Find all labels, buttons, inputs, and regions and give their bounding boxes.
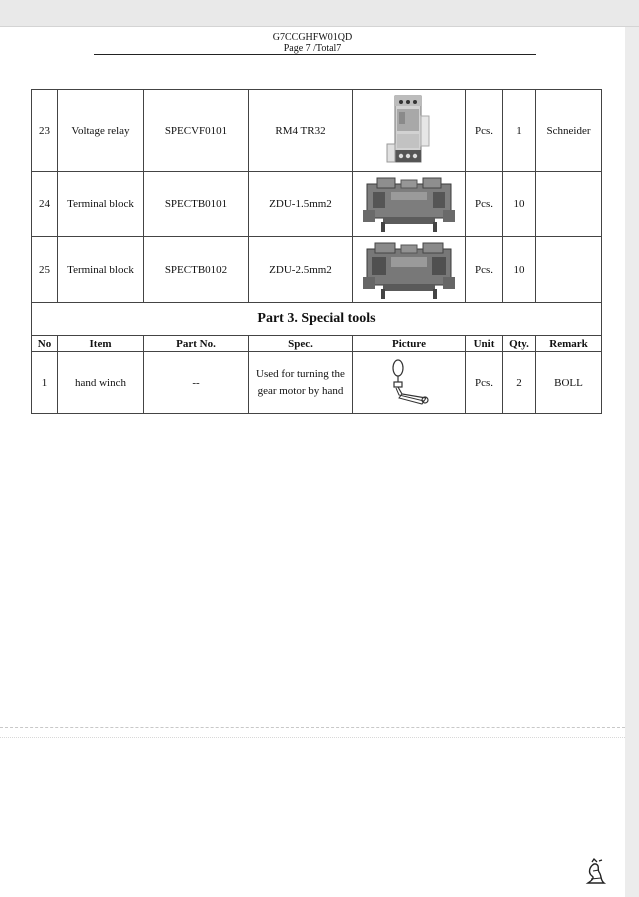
table-row: [32, 237, 602, 303]
part-number: SPECVF0101: [144, 90, 249, 172]
spec: [249, 352, 353, 414]
column-header-no: No: [32, 336, 58, 352]
part-number: SPECTB0101: [144, 172, 249, 237]
picture-cell: [353, 352, 466, 414]
quantity: 10: [503, 237, 536, 303]
table-row: [32, 352, 602, 414]
column-header-part-no: Part No.: [144, 336, 249, 352]
quantity: 2: [503, 352, 536, 414]
spec-line: gear motor by hand: [257, 384, 344, 397]
item-name: Voltage relay: [58, 90, 144, 172]
spec: ZDU-2.5mm2: [249, 237, 353, 303]
quantity: 10: [503, 172, 536, 237]
unit: Pcs.: [466, 352, 503, 414]
page-right-margin: [625, 27, 639, 897]
remark: BOLL: [536, 352, 602, 414]
picture-cell: [353, 90, 466, 172]
remark: Schneider: [536, 90, 602, 172]
terminal-block-photo: [363, 241, 455, 299]
unit: Pcs.: [466, 237, 503, 303]
spec: RM4 TR32: [249, 90, 353, 172]
table-header-row: [32, 336, 602, 352]
row-number: 1: [32, 352, 58, 414]
part-number: SPECTB0102: [144, 237, 249, 303]
column-header-unit: Unit: [466, 336, 503, 352]
column-header-qty: Qty.: [503, 336, 536, 352]
row-number: 23: [32, 90, 58, 172]
spec: ZDU-1.5mm2: [249, 172, 353, 237]
picture-cell: [353, 172, 466, 237]
column-header-picture: Picture: [353, 336, 466, 352]
row-number: 25: [32, 237, 58, 303]
page-header: [0, 32, 625, 54]
table-row: [32, 172, 602, 237]
document-code: G7CCGHFW01QD: [272, 32, 353, 43]
table-row: [32, 90, 602, 172]
parts-table: [31, 89, 602, 414]
hand-winch-drawing: [386, 358, 432, 408]
section-title-row: [32, 303, 602, 336]
spec-line: Used for turning the: [256, 367, 345, 380]
column-header-item: Item: [58, 336, 144, 352]
page-number: Page 7 /Total7: [283, 43, 342, 54]
remark: [536, 237, 602, 303]
item-name: hand winch: [58, 352, 144, 414]
unit: Pcs.: [466, 172, 503, 237]
remark: [536, 172, 602, 237]
section-title: Part 3. Special tools: [32, 303, 602, 336]
column-header-remark: Remark: [536, 336, 602, 352]
scan-artifact-line: [0, 737, 625, 738]
row-number: 24: [32, 172, 58, 237]
corner-logo-icon: [585, 858, 607, 886]
header-rule: [94, 54, 536, 55]
item-name: Terminal block: [58, 237, 144, 303]
column-header-spec: Spec.: [249, 336, 353, 352]
viewer-top-strip: [0, 0, 639, 27]
quantity: 1: [503, 90, 536, 172]
picture-cell: [353, 237, 466, 303]
terminal-block-photo: [363, 176, 455, 232]
scan-artifact-line: [0, 727, 625, 728]
voltage-relay-photo: [385, 94, 433, 168]
item-name: Terminal block: [58, 172, 144, 237]
unit: Pcs.: [466, 90, 503, 172]
part-number: --: [144, 352, 249, 414]
